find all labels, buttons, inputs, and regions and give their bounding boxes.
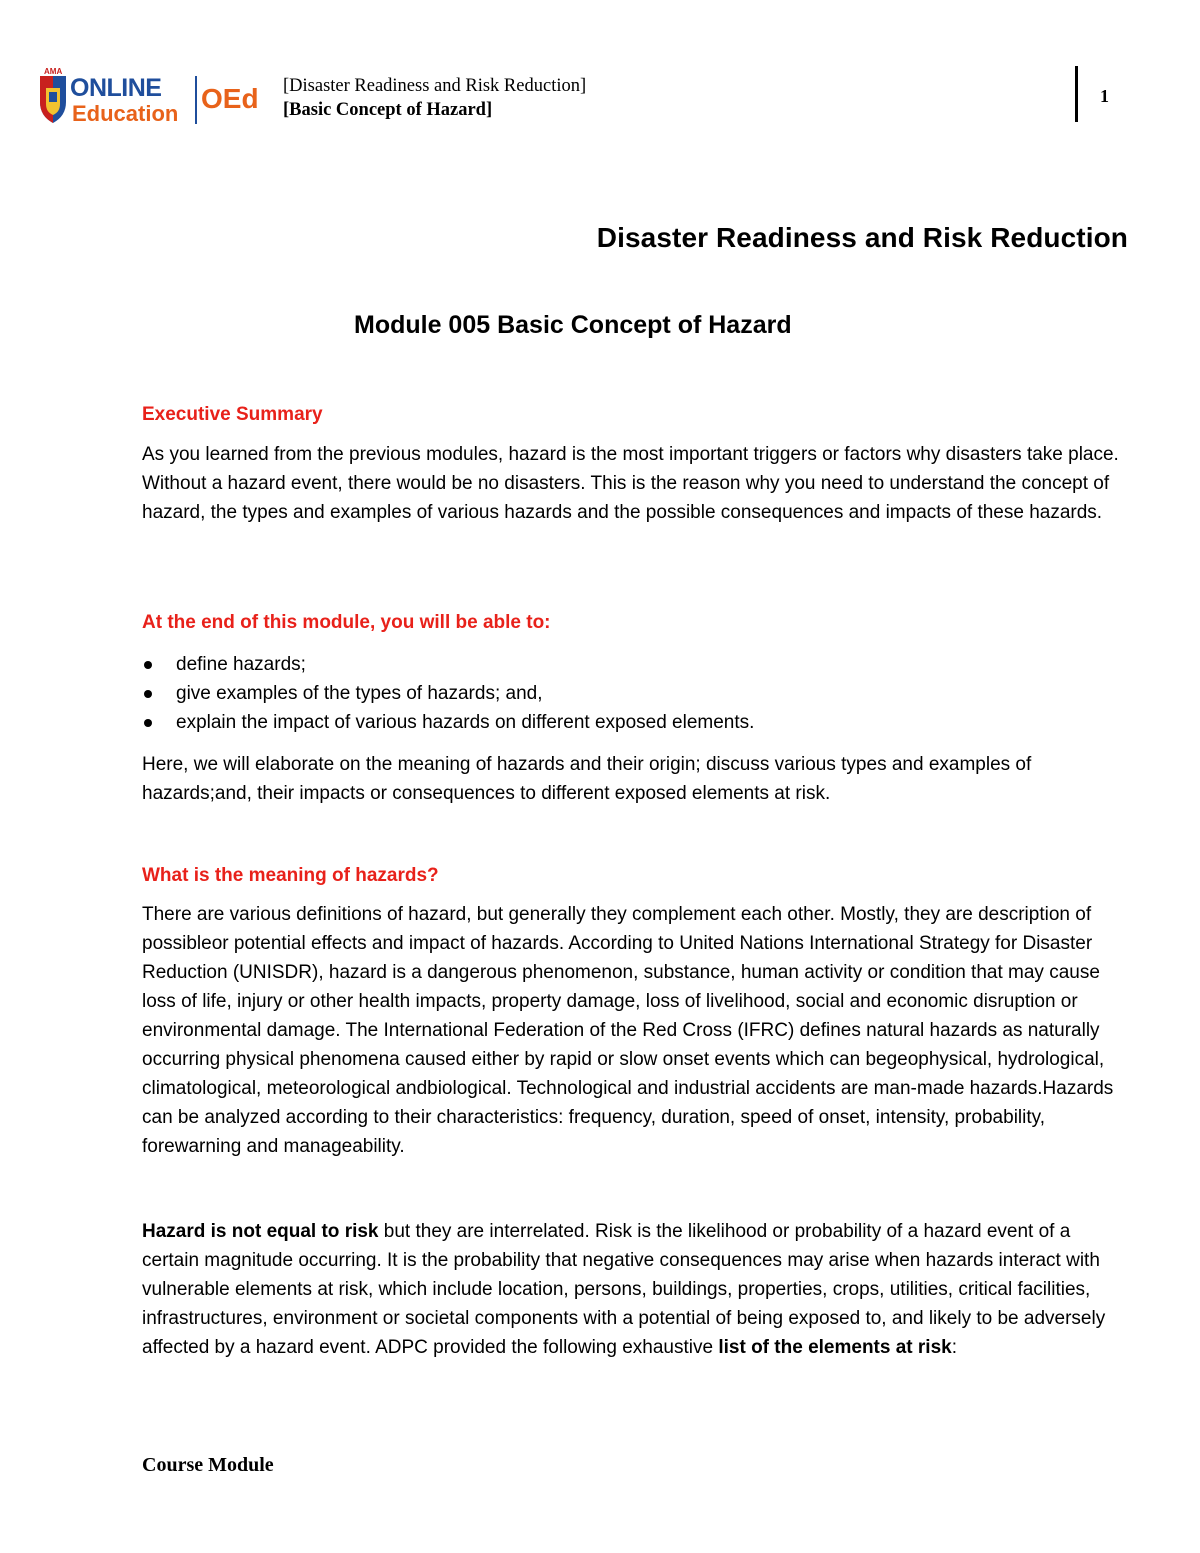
objectives-list	[142, 650, 1132, 737]
footer-course-module: Course Module	[142, 1454, 274, 1476]
risk-section	[142, 1217, 1132, 1362]
list-item: explain the impact of various hazards on different exposed elements.	[142, 708, 1132, 737]
executive-summary-section	[142, 400, 1132, 429]
page-number: 1	[1100, 86, 1109, 106]
header-divider	[1075, 66, 1078, 122]
module-title: Module 005 Basic Concept of Hazard	[354, 311, 792, 339]
ama-shield-icon	[40, 76, 66, 123]
risk-tail-bold: list of the elements at risk	[718, 1337, 952, 1358]
risk-body: but they are interrelated. Risk is the likelihood or probability of a hazard event of a certain magnitude occurring. It is the probability that negative consequences may arise when hazards interact with vulnerable elements at risk, which include location, persons, buildings, properties, crops, utilities, critical facilities, infrastructures, environment or societal components with a potential of being exposed to, and likely to be adversely affected by a hazard event. ADPC provided the following exhaustive	[142, 1221, 1106, 1358]
meaning-body-wrap	[142, 900, 1132, 1161]
logo-badge-text: AMA	[44, 68, 63, 76]
risk-tail-end: :	[951, 1337, 957, 1358]
risk-paragraph	[142, 1217, 1132, 1362]
objectives-heading: At the end of this module, you will be able to:	[142, 612, 551, 633]
online-education-logo	[36, 68, 276, 128]
header-titles	[283, 74, 586, 122]
document-title: Disaster Readiness and Risk Reduction	[596, 222, 1128, 253]
executive-summary-body: As you learned from the previous modules, hazard is the most important triggers or factors why disasters take place. Without a hazard event, there would be no disasters. This is the reason why you need to understand the concept of hazard, the types and examples of various hazards and the possible consequences and impacts of these hazards.	[142, 444, 1119, 523]
meaning-body: There are various definitions of hazard, but generally they complement each other. Mostly, they are description of possibleor potential effects and impact of hazards. According to United Nations International Strategy for Disaster Reduction (UNISDR), hazard is a dangerous phenomenon, substance, human activity or condition that may cause loss of life, injury or other health impacts, property damage, loss of livelihood, social and economic disruption or environmental damage. The International Federation of the Red Cross (IFRC) defines natural hazards as naturally occurring physical phenomena caused either by rapid or slow onset events which can begeophysical, hydrological, climatological, meteorological andbiological. Technological and industrial accidents are man-made hazards.Hazards can be analyzed according to their characteristics: frequency, duration, speed of onset, intensity, probability, forewarning and manageability.	[142, 904, 1114, 1157]
intro-paragraph-wrap	[142, 750, 1132, 808]
header-course-title: [Disaster Readiness and Risk Reduction]	[283, 76, 587, 96]
header-topic-title: [Basic Concept of Hazard]	[283, 100, 493, 120]
meaning-section	[142, 861, 1132, 890]
meaning-heading: What is the meaning of hazards?	[142, 865, 439, 886]
list-item: define hazards;	[142, 650, 1132, 679]
objectives-section	[142, 608, 1132, 637]
logo-brand-short: OEd	[201, 83, 259, 114]
executive-summary-heading: Executive Summary	[142, 404, 323, 425]
risk-lead-bold: Hazard is not equal to risk	[142, 1221, 379, 1242]
logo-brand-bottom: Education	[72, 101, 179, 126]
logo-brand-top: ONLINE	[70, 74, 162, 102]
intro-paragraph: Here, we will elaborate on the meaning of hazards and their origin; discuss various types and examples of hazards;and, their impacts or consequences to different exposed elements at risk.	[142, 754, 1032, 804]
list-item: give examples of the types of hazards; and,	[142, 679, 1132, 708]
executive-summary-body-wrap	[142, 440, 1132, 527]
page-header	[36, 66, 1166, 126]
